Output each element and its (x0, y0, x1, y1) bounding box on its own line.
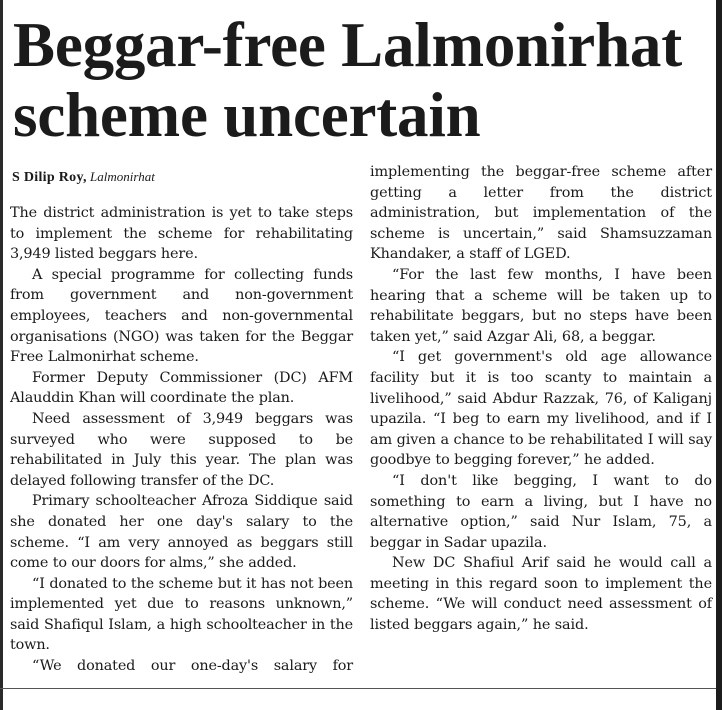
left-border (0, 0, 3, 710)
article-column-right (370, 162, 712, 636)
paragraph: New DC Shafiul Arif said he would call a meeting in this regard soon to implement the scheme. “We will conduct need assessment of listed beggars again,” he said. (370, 555, 712, 634)
paragraph: implementing the beggar-free scheme after getting a letter from the district administration, but implementation of the scheme is uncertain,” said Shamsuzzaman Khandaker, a staff of LGED. (370, 164, 712, 263)
headline (13, 10, 713, 150)
byline (12, 168, 357, 187)
paragraph: “I get government's old age allowance facility but it is too scanty to maintain a livelihood,” said Abdur Razzak, 76, of Kaliganj upazila. “I beg to earn my livelihood, and if I am given a chance to be rehabilitated I will say goodbye to begging forever,” he added. (370, 349, 712, 469)
paragraph: A special programme for collecting funds from government and non-government employees, teachers and non-governmental organisations (NGO) was taken for the Beggar Free Lalmonirhat scheme. (10, 266, 353, 366)
paragraph: Need assessment of 3,949 beggars was surveyed who were supposed to be rehabilitated in July this year. The plan was delayed following transfer of the DC. (10, 410, 353, 489)
article-column-left (10, 203, 353, 677)
paragraph: “I don't like begging, I want to do something to earn a living, but I have no alternative option,” said Nur Islam, 75, a beggar in Sadar upazila. (370, 472, 712, 551)
bottom-rule (0, 688, 716, 689)
paragraph: “We donated our one-day's salary for (32, 658, 353, 675)
byline-author: S Dilip Roy, (12, 170, 87, 185)
paragraph: Primary schoolteacher Afroza Siddique said she donated her one day's salary to the scheme. “I am very annoyed as beggars still come to our doors for alms,” she added. (10, 493, 353, 572)
headline-line-2: scheme uncertain (13, 80, 481, 150)
right-border (716, 0, 722, 710)
paragraph: The district administration is yet to take steps to implement the scheme for rehabilitating 3,949 listed beggars here. (10, 205, 353, 263)
headline-line-1: Beggar-free Lalmonirhat (13, 10, 682, 80)
paragraph: Former Deputy Commissioner (DC) AFM Alauddin Khan will coordinate the plan. (10, 369, 353, 407)
paragraph: “I donated to the scheme but it has not been implemented yet due to reasons unknown,” said Shafiqul Islam, a high schoolteacher in the town. (10, 575, 353, 654)
byline-location: Lalmonirhat (90, 169, 155, 184)
paragraph: “For the last few months, I have been hearing that a scheme will be taken up to rehabilitate beggars, but no steps have been taken yet,” said Azgar Ali, 68, a beggar. (370, 266, 712, 345)
